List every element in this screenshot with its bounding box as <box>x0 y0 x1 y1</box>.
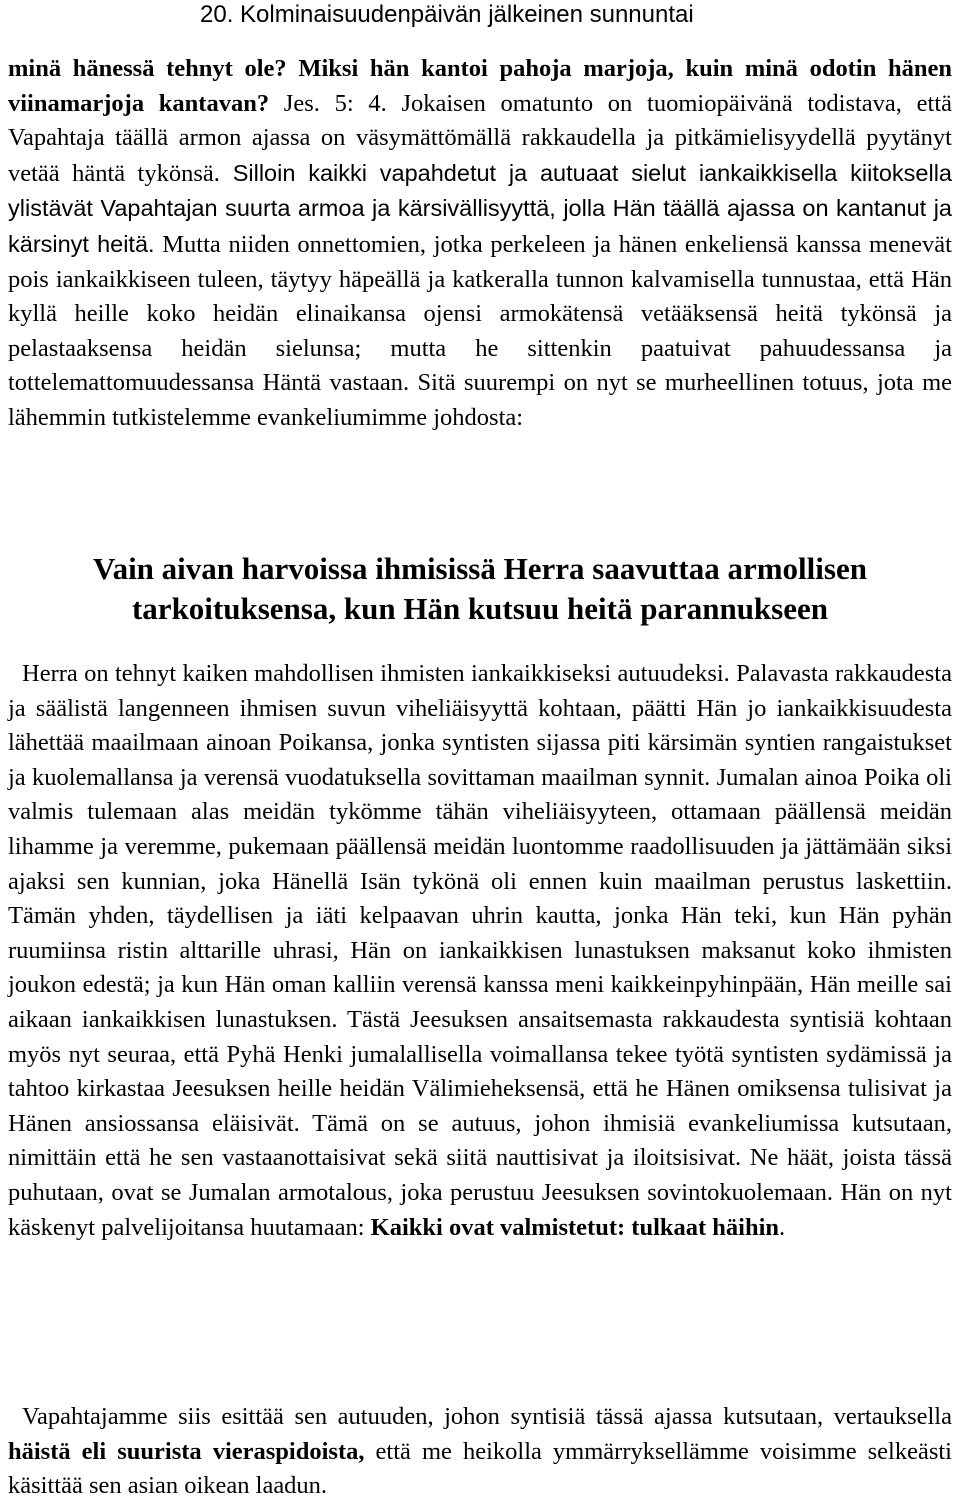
paragraph-2-text: Herra on tehnyt kaiken mahdollisen ihmisten iankaikkiseksi autuudeksi. Palavasta rakkaudesta ja säälistä langenneen ihmisen suvun viheliäisyyttä kohtaan, päätti Hän jo iankaikkisuudesta lähettää maailmaan ainoan Poikansa, jonka syntisten sijassa piti kärsimän syntien rangaistukset ja kuolemallansa ja verensä vuodatuksella sovittaman maailman synnit. Jumalan ainoa Poika oli valmis tulemaan alas meidän tykömme tähän viheliäisyyteen, ottamaan päällensä meidän lihamme ja veremme, pukemaan päällensä meidän luontomme raadollisuuden ja jättämään siksi ajaksi sen kunnian, joka Hänellä Isän tykönä oli ennen kuin maailman perustus laskettiin. Tämän yhden, täydellisen ja iäti kelpaavan uhrin kautta, jonka Hän teki, kun Hän pyhän ruumiinsa ristin alttarille uhrasi, Hän on iankaikkisen lunastuksen maksanut koko ihmisten joukon edestä; ja kun Hän oman kalliin verensä kanssa meni kaikkeinpyhinpään, Hän meille sai aikaan iankaikkisen lunastuksen. Tästä Jeesuksen ansaitsemasta rakkaudesta syntisiä kohtaan myös nyt seuraa, että Pyhä Henki jumalallisella voimallansa tekee työtä syntisten sydämissä ja tahtoo kirkastaa Jeesuksen heille heidän Välimieheksensä, että he Hänen omiksensa tulisivat ja Hänen ansiossansa eläisivät. Tämä on se autuus, johon ihmisiä evankeliumissa kutsutaan, nimittäin että he sen vastaanottaisivat sekä siitä nauttisivat ja iloitsisivat. Ne häät, joista tässä puhutaan, ovat se Jumalan armotalous, joka perustuu Jeesuksen sovintokuolemaan. Hän on nyt käskenyt palvelijoitansa huutamaan: <box>8 660 952 1241</box>
paragraph-2-tail: . <box>779 1213 786 1241</box>
paragraph-3-bold-phrase: häistä eli suurista vieraspidoista, <box>8 1437 365 1465</box>
paragraph-3 <box>8 1400 952 1504</box>
paragraph-1-text-a: Jokaisen omatunto on tuomiopäivänä todistava, että Vapahtaja täällä armon ajassa on väsymättömällä rakkaudella ja pitkämielisyydellä pyytänyt vetää häntä tykönsä. <box>8 89 952 187</box>
paragraph-1-bible-reference: Jes. 5: 4. <box>269 89 387 117</box>
paragraph-2 <box>8 657 952 1245</box>
paragraph-3-text-a: Vapahtajamme siis esittää sen autuuden, johon syntisiä tässä ajassa kutsutaan, vertauksella <box>22 1403 952 1430</box>
paragraph-1-sans-text: Silloin kaikki vapahdetut ja autuaat sielut iankaikkisella kiitoksella ylistävät Vapahtajan suurta armoa ja kärsivällisyyttä, jolla Hän täällä ajassa on kantanut ja kärsinyt heitä. <box>8 159 952 257</box>
paragraph-2-bold-quote: Kaikki ovat valmistetut: tulkaat häihin <box>370 1213 780 1241</box>
paragraph-3-text-b: että me heikolla ymmärryksellämme voisimme selkeästi käsittää sen asian oikean laadun. <box>8 1437 952 1500</box>
paragraph-1 <box>8 52 952 436</box>
section-heading: Vain aivan harvoissa ihmisissä Herra saavuttaa armollisen tarkoituksensa, kun Hän kutsuu heitä parannukseen <box>93 551 867 626</box>
paragraph-1-text-b: Mutta niiden onnettomien, jotka perkeleen ja hänen enkeliensä kanssa menevät pois iankaikkiseen tuleen, täytyy häpeällä ja katkeralla tunnon kalvamisella tunnustaa, että Hän kyllä heille koko heidän elinaikansa ojensi armokätensä vetääksensä heitä tykönsä ja pelastaaksensa heidän sielunsa; mutta he sittenkin paatuivat pahuudessansa ja tottelemattomuudessansa Häntä vastaan. Sitä suurempi on nyt se murheellinen totuus, jota me lähemmin tutkistelemme evankeliumimme johdosta: <box>8 230 952 431</box>
page-header: 20. Kolminaisuudenpäivän jälkeinen sunnuntai <box>200 1 694 28</box>
paragraph-1-bold-intro: minä hänessä tehnyt ole? Miksi hän kantoi pahoja marjoja, kuin minä odotin hänen viinamarjoja kantavan? <box>8 55 952 117</box>
